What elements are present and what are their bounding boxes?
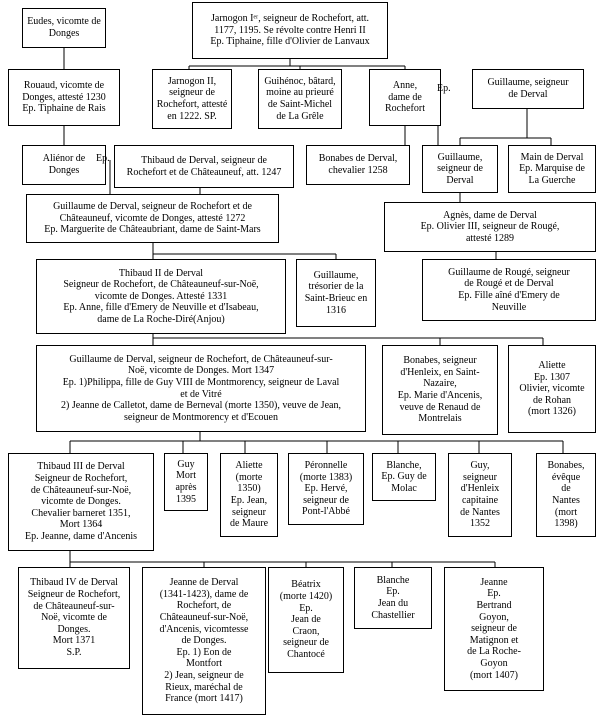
person-guillaume-derval-text: Guillaume, seigneur de Derval [487,77,569,100]
person-jarnogon-1 [192,2,388,59]
person-guy-mort-text: Guy Mort après 1395 [175,458,197,505]
person-thibaud-3 [8,453,154,551]
person-thibaud-4 [18,567,130,669]
person-bonabes-henleix [382,345,498,435]
person-eudes [22,8,106,48]
person-aliette-1350 [220,453,278,537]
person-thibaud-2 [36,259,286,334]
person-bonabes-eveque-text: Bonabes, évêque de Nantes (mort 1398) [547,460,585,530]
person-guillaume-1347-text: Guillaume de Derval, seigneur de Rochefort, de Châteauneuf-sur- Noë, vicomte de Donges. Mort 1347 Ep. 1)Philippa, fille de Guy VIII de Montmorency, seigneur de Laval et de Vitré 2) Jeanne de Calletot, dame de Berneval (morte 1350), veuve de Jean, seigneur de Montmorency et d'Ecouen [61,353,341,423]
person-jeanne-goyon-text: Jeanne Ep. Bertrand Goyon, seigneur de Matignon et de La Roche- Goyon (mort 1407) [467,576,521,681]
person-guillaume-derval [472,69,584,109]
person-alienor-text: Aliénor de Donges [42,153,86,176]
person-guillaume-derval-1272 [26,194,279,243]
person-guihenoc [258,69,342,129]
person-jeanne-derval [142,567,266,715]
person-alienor [22,145,106,185]
person-eudes-text: Eudes, vicomte de Donges [27,16,101,39]
person-guillaume-derval-1272-text: Guillaume de Derval, seigneur de Rochefort et de Châteauneuf, vicomte de Donges, attesté 1272 Ep. Marguerite de Châteaubriant, dame de Saint-Mars [44,201,261,236]
person-jeanne-derval-text: Jeanne de Derval (1341-1423), dame de Rochefort, de Châteauneuf-sur-Noë, d'Ancenis, vicomtesse de Donges. Ep. 1) Eon de Montfort 2) Jean, seigneur de Rieux, maréchal de France (mort 1417) [159,577,249,705]
person-anne [369,69,441,126]
person-jarnogon-2-text: Jarnogon II, seigneur de Rochefort, attesté en 1222. SP. [156,75,228,122]
person-bonabes-henleix-text: Bonabes, seigneur d'Henleix, en Saint- Nazaire, Ep. Marie d'Ancenis, veuve de Renaud de Montrelais [397,355,483,425]
person-guillaume-tresorier-text: Guillaume, trésorier de la Saint-Brieuc en 1316 [304,269,368,316]
person-bonabes-eveque [536,453,596,537]
person-guy-capitaine [448,453,512,537]
person-jeanne-goyon [444,567,544,691]
person-bonabes-derval-text: Bonabes de Derval, chevalier 1258 [318,153,398,176]
person-guillaume-seigneur-derval [422,145,498,193]
person-aliette-1307-text: Aliette Ep. 1307 Olivier, vicomte de Rohan (mort 1326) [519,360,585,418]
ep-label-thibaud: Ep. [96,153,110,164]
person-anne-text: Anne, dame de Rochefort [385,80,425,115]
person-thibaud-2-text: Thibaud II de Derval Seigneur de Rochefort, de Châteauneuf-sur-Noë, vicomte de Donges. Attesté 1331 Ep. Anne, fille d'Emery de Neuville et d'Isabeau, dame de La Roche-Diré(Anjou) [63,267,259,325]
person-thibaud-4-text: Thibaud IV de Derval Seigneur de Rochefort, de Châteauneuf-sur- Noë, vicomte de Donges. Mort 1371 S.P. [27,577,121,658]
person-guillaume-1347 [36,345,366,432]
person-thibaud-derval [114,145,294,188]
person-guillaume-rouge [422,259,596,321]
person-blanche-molac [372,453,436,501]
person-aliette-1350-text: Aliette (morte 1350) Ep. Jean, seigneur de Maure [229,460,269,530]
person-blanche-chastellier-text: Blanche Ep. Jean du Chastellier [371,574,415,621]
person-jarnogon-2 [152,69,232,129]
person-guillaume-seigneur-derval-text: Guillaume, seigneur de Derval [437,151,483,186]
person-agnes-text: Agnès, dame de Derval Ep. Olivier III, seigneur de Rougé, attesté 1289 [420,209,560,244]
person-agnes [384,202,596,252]
person-bonabes-derval [306,145,410,185]
person-thibaud-3-text: Thibaud III de Derval Seigneur de Rochefort, de Châteauneuf-sur-Noë, vicomte de Donges. Chevalier barneret 1351, Mort 1364 Ep. Jeanne, dame d'Ancenis [24,461,138,542]
person-aliette-1307 [508,345,596,433]
person-rouaud [8,69,120,126]
person-guillaume-rouge-text: Guillaume de Rougé, seigneur de Rougé et de Derval Ep. Fille aîné d'Emery de Neuville [448,266,570,313]
person-peronnelle-text: Péronnelle (morte 1383) Ep. Hervé, seigneur de Pont-l'Abbé [299,460,353,518]
person-jarnogon-1-text: Jarnogon Iᵉʳ, seigneur de Rochefort, att. 1177, 1195. Se révolte contre Henri II Ep. Tiphaine, fille d'Olivier de Lanvaux [210,13,370,48]
person-thibaud-derval-text: Thibaud de Derval, seigneur de Rochefort et de Châteauneuf, att. 1247 [126,154,282,178]
person-main-derval [508,145,596,193]
person-beatrix [268,567,344,673]
person-guy-mort [164,453,208,511]
person-blanche-chastellier [354,567,432,629]
person-beatrix-text: Béatrix (morte 1420) Ep. Jean de Craon, seigneur de Chantocé [279,579,333,660]
person-blanche-molac-text: Blanche, Ep. Guy de Molac [381,459,427,494]
person-peronnelle [288,453,364,525]
person-rouaud-text: Rouaud, vicomte de Donges, attesté 1230 Ep. Tiphaine de Rais [22,80,106,115]
person-guy-capitaine-text: Guy, seigneur d'Henleix capitaine de Nantes 1352 [460,460,500,530]
person-guillaume-tresorier [296,259,376,327]
ep-label-anne: Ep. [437,83,451,94]
person-guihenoc-text: Guihénoc, bâtard, moine au prieuré de Saint-Michel de La Grêle [264,75,336,122]
person-main-derval-text: Main de Derval Ep. Marquise de La Guerche [519,151,585,186]
